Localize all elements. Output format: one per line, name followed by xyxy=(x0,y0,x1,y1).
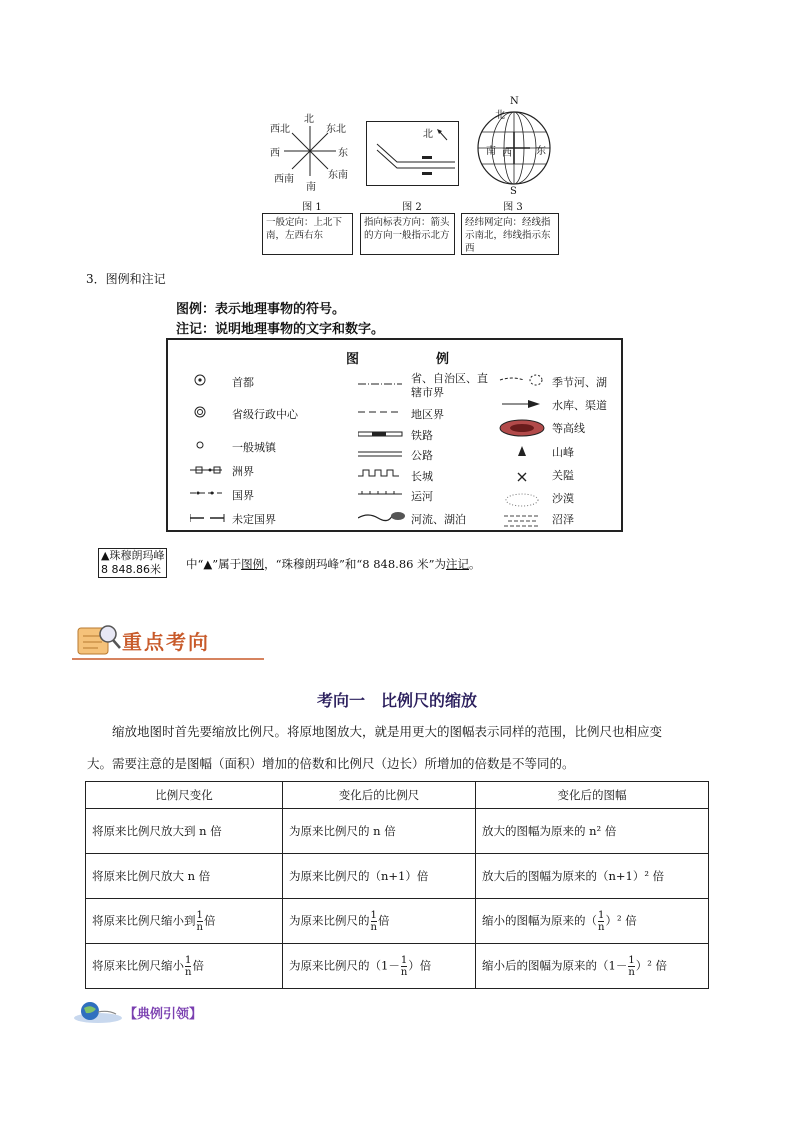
dir-west: 西 xyxy=(270,148,280,159)
legend-national-border: 国界 xyxy=(232,489,254,502)
sentence-end: 。 xyxy=(469,557,481,571)
globe-bei: 北 xyxy=(495,110,505,121)
example-lead: 【典例引领】 xyxy=(124,1007,203,1022)
fraction xyxy=(185,955,191,978)
fraction-numerator: 1 xyxy=(196,909,203,921)
dir-north: 北 xyxy=(304,114,314,125)
fraction-denominator: n xyxy=(370,921,377,933)
table-cell xyxy=(476,899,709,944)
table-row xyxy=(86,944,709,989)
legend-definition: 图例：表示地理事物的符号。 xyxy=(176,302,346,317)
legend-highway: 公路 xyxy=(411,449,433,462)
legend-col2-symbols xyxy=(358,372,406,532)
table-header: 变化后的图幅 xyxy=(476,782,709,809)
table-header: 比例尺变化 xyxy=(86,782,283,809)
cell-text: 倍 xyxy=(203,913,216,927)
dir-southwest: 西南 xyxy=(274,174,294,185)
cell-text: 缩小后的图幅为原来的（1－ xyxy=(482,958,628,972)
fraction-denominator: n xyxy=(628,966,635,978)
globe-dong: 东 xyxy=(536,146,546,157)
dir-northeast: 东北 xyxy=(326,124,346,135)
legend-provincial-center: 省级行政中心 xyxy=(232,408,298,421)
table-cell: 为原来比例尺的（n+1）倍 xyxy=(283,854,476,899)
fraction xyxy=(401,955,407,978)
fraction-numerator: 1 xyxy=(370,909,377,921)
term-legend: 图例 xyxy=(241,557,265,571)
legend-continent-border: 洲界 xyxy=(232,465,254,478)
figure-1 xyxy=(262,106,358,204)
note-definition: 注记：说明地理事物的文字和数字。 xyxy=(176,322,385,337)
legend-great-wall: 长城 xyxy=(411,470,433,483)
legend-contour: 等高线 xyxy=(552,422,585,435)
cell-text: 倍 xyxy=(192,958,204,972)
globe-south-pole: S xyxy=(510,186,517,197)
map-road-icon xyxy=(367,122,457,184)
legend-col1-symbols xyxy=(190,372,230,532)
legend-reservoir: 水库、渠道 xyxy=(552,399,607,412)
legend-town: 一般城镇 xyxy=(232,441,276,454)
legend-peak: 山峰 xyxy=(552,446,574,459)
fraction-numerator: 1 xyxy=(185,954,192,966)
legend-river-lake: 河流、湖泊 xyxy=(411,513,466,526)
figure-3-caption: 图 3 xyxy=(503,202,523,213)
legend-swamp: 沼泽 xyxy=(552,513,574,526)
figure-2 xyxy=(366,121,459,186)
table-cell: 将原来比例尺放大 n 倍 xyxy=(86,854,283,899)
fraction-denominator: n xyxy=(196,921,203,933)
fraction-numerator: 1 xyxy=(628,954,635,966)
cell-text: 将原来比例尺缩小 xyxy=(92,958,184,972)
cell-text: 缩小的图幅为原来的（ xyxy=(482,913,597,927)
fraction xyxy=(197,910,203,933)
banner-title: 重点考向 xyxy=(122,630,210,654)
fraction-numerator: 1 xyxy=(400,954,408,966)
table-row xyxy=(86,854,709,899)
cell-text: 为原来比例尺的（1－ xyxy=(289,958,400,972)
section-3-heading: 3．图例和注记 xyxy=(86,272,166,286)
peak-height: 8 848.86米 xyxy=(101,563,161,576)
legend-desert: 沙漠 xyxy=(552,492,574,505)
peak-annotation-box xyxy=(98,548,167,578)
globe-north-pole: N xyxy=(510,96,519,107)
table-cell xyxy=(86,899,283,944)
table-row xyxy=(86,809,709,854)
legend-capital: 首都 xyxy=(232,376,254,389)
fraction-denominator: n xyxy=(185,966,192,978)
figure-2-caption: 图 2 xyxy=(402,202,422,213)
topic-para-line2: 大。需要注意的是图幅（面积）增加的倍数和比例尺（边长）所增加的倍数是不等同的。 xyxy=(87,756,575,771)
legend-railway: 铁路 xyxy=(411,429,433,442)
fraction xyxy=(628,955,634,978)
cell-text: 为原来比例尺的 xyxy=(289,913,370,927)
legend-title-right: 例 xyxy=(436,352,450,367)
globe-mouse-icon xyxy=(72,998,124,1026)
fraction-numerator: 1 xyxy=(598,909,605,921)
legend-province-border-text: 省、自治区、直辖市界 xyxy=(411,372,488,399)
fig2-desc: 指向标表方向：箭头的方向一般指示北方 xyxy=(360,213,455,255)
legend-seasonal-river: 季节河、湖 xyxy=(552,376,607,389)
term-note: 注记 xyxy=(446,557,469,571)
globe-xi: 西 xyxy=(502,148,512,159)
topic-para-line1: 缩放地图时首先要缩放比例尺。将原地图放大，就是用更大的图幅表示同样的范围，比例尺也相应变 xyxy=(112,724,663,739)
table-cell: 放大的图幅为原来的 n² 倍 xyxy=(476,809,709,854)
legend-canal: 运河 xyxy=(411,490,433,503)
table-header-row xyxy=(86,782,709,809)
dir-south: 南 xyxy=(306,182,316,193)
legend-district-border: 地区界 xyxy=(411,408,444,421)
table-cell xyxy=(283,899,476,944)
sentence-mid: ，“珠穆朗玛峰”和“8 848.86 米”为 xyxy=(264,557,446,571)
cell-text: ）² 倍 xyxy=(605,913,637,927)
key-points-banner xyxy=(72,618,264,662)
globe-icon xyxy=(470,96,560,196)
globe-nan: 南 xyxy=(486,146,496,157)
sentence-prefix: 中“▲”属于 xyxy=(186,557,242,571)
fraction xyxy=(598,910,604,933)
legend-undefined-border: 未定国界 xyxy=(232,513,276,526)
scale-table xyxy=(85,781,709,989)
table-header: 变化后的比例尺 xyxy=(283,782,476,809)
legend-pass: 关隘 xyxy=(552,469,574,482)
dir-southeast: 东南 xyxy=(328,170,348,181)
north-label: 北 xyxy=(423,129,433,140)
cell-text: ）倍 xyxy=(408,958,432,972)
peak-name: ▲珠穆朗玛峰 xyxy=(101,549,165,562)
table-cell xyxy=(283,944,476,989)
cell-text: 倍 xyxy=(377,913,390,927)
topic-title: 考向一 比例尺的缩放 xyxy=(316,691,477,710)
legend-col3-symbols xyxy=(498,372,550,532)
table-cell xyxy=(476,944,709,989)
dir-northwest: 西北 xyxy=(270,124,290,135)
cell-text: 将原来比例尺缩小到 xyxy=(92,913,196,927)
figure-3 xyxy=(470,96,560,200)
dir-east: 东 xyxy=(338,148,348,159)
table-cell: 将原来比例尺放大到 n 倍 xyxy=(86,809,283,854)
fraction-denominator: n xyxy=(598,921,605,933)
table-row xyxy=(86,899,709,944)
legend-box xyxy=(166,338,623,532)
fraction-denominator: n xyxy=(400,966,408,978)
fraction xyxy=(371,910,377,933)
legend-province-border xyxy=(411,372,489,400)
example-sentence xyxy=(186,556,481,572)
legend-title-left: 图 xyxy=(346,352,360,367)
cell-text: ）² 倍 xyxy=(635,958,668,972)
figure-1-caption: 图 1 xyxy=(302,202,322,213)
fig1-desc: 一般定向：上北下南，左西右东 xyxy=(262,213,353,255)
table-cell: 为原来比例尺的 n 倍 xyxy=(283,809,476,854)
table-cell xyxy=(86,944,283,989)
table-cell: 放大后的图幅为原来的（n+1）² 倍 xyxy=(476,854,709,899)
fig3-desc: 经纬网定向：经线指示南北，纬线指示东西 xyxy=(461,213,559,255)
